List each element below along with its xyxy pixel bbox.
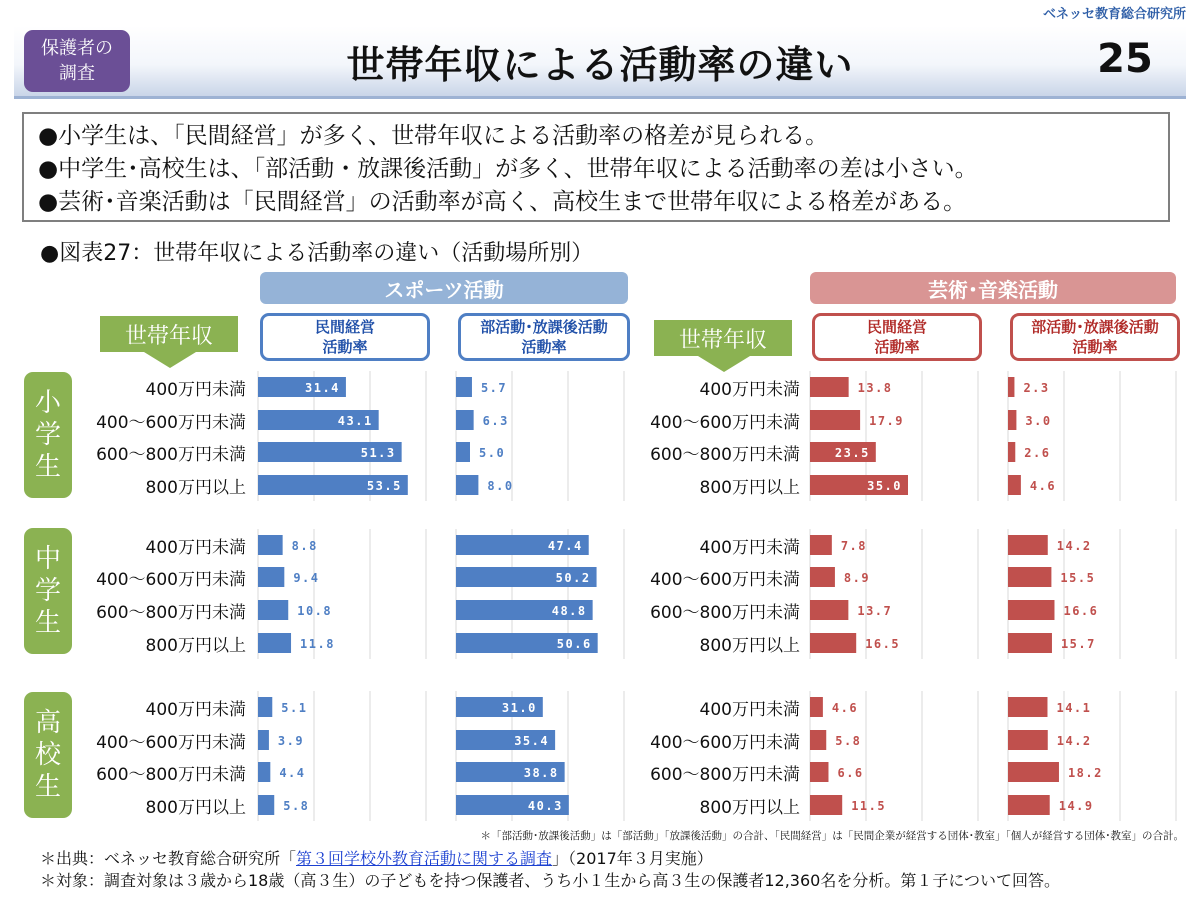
income-level-label: 400～600万円未満 <box>650 413 800 433</box>
data-label: 38.8 <box>523 766 559 780</box>
bar <box>456 410 474 430</box>
grade-char: 中 <box>34 544 61 574</box>
data-label: 11.5 <box>851 799 887 813</box>
data-label: 18.2 <box>1067 766 1103 780</box>
summary-line: ●小学生は、「民間経営」が多く、世帯年収による活動率の格差が見られる。 <box>38 123 829 149</box>
data-label: 5.7 <box>480 381 508 395</box>
summary-line: ●芸術･音楽活動は「民間経営」の活動率が高く、高校生まで世帯年収による格差がある。 <box>38 189 967 215</box>
bar <box>258 600 288 620</box>
page-title: 世帯年収による活動率の違い <box>346 43 854 87</box>
definition-note: ＊「部活動･放課後活動」は「部活動」「放課後活動」の合計、「民間経営」は「民間企業が経営する団体･教室」「個人が経営する団体･教室」の合計。 <box>480 830 1184 842</box>
bar <box>810 567 835 587</box>
bar <box>1008 633 1052 653</box>
source-note <box>40 846 713 869</box>
bar <box>1008 730 1048 750</box>
metric-sublabel: 活動率 <box>1072 338 1118 356</box>
data-label: 4.6 <box>1029 479 1057 493</box>
grade-char: 生 <box>34 452 61 482</box>
bar <box>1008 535 1048 555</box>
bar <box>258 795 274 815</box>
data-label: 15.5 <box>1060 571 1096 585</box>
source-suffix: 」（2017年３月実施） <box>552 849 713 868</box>
data-label: 31.0 <box>501 701 537 715</box>
bar <box>810 600 848 620</box>
bar <box>1008 567 1051 587</box>
data-label: 11.8 <box>300 637 335 651</box>
data-label: 47.4 <box>547 539 583 553</box>
arts-category-header: 芸術･音楽活動 <box>810 272 1176 304</box>
metric-sublabel: 活動率 <box>874 338 920 356</box>
bar <box>456 377 472 397</box>
data-label: 9.4 <box>293 571 320 585</box>
bar <box>810 535 832 555</box>
data-label: 50.6 <box>556 637 592 651</box>
metric-label: 民間経営 <box>314 318 375 336</box>
bar <box>258 697 272 717</box>
metric-sublabel: 活動率 <box>322 338 368 356</box>
data-label: 6.3 <box>482 414 509 428</box>
data-label: 35.4 <box>514 734 550 748</box>
income-level-label: 400～600万円未満 <box>650 570 800 590</box>
figure-caption: ●図表27：世帯年収による活動率の違い（活動場所別） <box>40 241 594 266</box>
data-label: 10.8 <box>297 604 333 618</box>
sports-category-header: スポーツ活動 <box>260 272 628 304</box>
data-label: 35.0 <box>867 479 902 493</box>
data-label: 15.7 <box>1060 637 1096 651</box>
data-label: 16.5 <box>865 637 901 651</box>
grade-char: 学 <box>34 576 61 606</box>
data-label: 51.3 <box>360 446 396 460</box>
data-label: 40.3 <box>527 799 563 813</box>
metric-sublabel: 活動率 <box>521 338 567 356</box>
bar <box>258 762 270 782</box>
income-header-label: 世帯年収 <box>654 320 792 356</box>
data-label: 14.9 <box>1058 799 1094 813</box>
data-label: 17.9 <box>869 414 905 428</box>
income-level-label: 800万円以上 <box>699 798 800 818</box>
income-level-label: 600～800万円未満 <box>96 765 246 785</box>
bar <box>810 795 842 815</box>
bar <box>1008 600 1054 620</box>
income-level-label: 400万円未満 <box>699 380 800 400</box>
data-label: 14.1 <box>1056 701 1092 715</box>
data-label: 2.6 <box>1024 446 1051 460</box>
bar <box>810 410 860 430</box>
data-label: 8.8 <box>291 539 318 553</box>
income-level-label: 400万円未満 <box>145 700 246 720</box>
data-label: 31.4 <box>305 381 340 395</box>
data-label: 4.4 <box>279 766 306 780</box>
grade-char: 生 <box>34 772 61 802</box>
bar <box>1008 762 1059 782</box>
data-label: 5.8 <box>835 734 862 748</box>
summary-line: ●中学生･高校生は、「部活動・放課後活動」が多く、世帯年収による活動率の差は小さい。 <box>38 156 978 182</box>
data-label: 23.5 <box>834 446 870 460</box>
grade-char: 生 <box>34 608 61 638</box>
data-label: 13.7 <box>857 604 893 618</box>
bar <box>1008 442 1015 462</box>
income-level-label: 800万円以上 <box>145 478 246 498</box>
bar <box>1008 475 1021 495</box>
income-header-label: 世帯年収 <box>100 316 238 352</box>
income-level-label: 400万円未満 <box>699 700 800 720</box>
metric-label: 部活動･放課後活動 <box>1031 318 1159 336</box>
metric-label: 部活動･放課後活動 <box>480 318 608 336</box>
data-label: 50.2 <box>555 571 591 585</box>
grade-char: 高 <box>34 708 61 738</box>
income-level-label: 400万円未満 <box>145 380 246 400</box>
bar <box>810 762 828 782</box>
income-level-label: 600～800万円未満 <box>650 765 800 785</box>
income-level-label: 600～800万円未満 <box>96 603 246 623</box>
data-label: 8.9 <box>843 571 871 585</box>
data-label: 6.6 <box>837 766 864 780</box>
data-label: 2.3 <box>1023 381 1050 395</box>
bar <box>456 442 470 462</box>
page-number: 25 <box>1097 36 1153 82</box>
metric-label: 民間経営 <box>866 318 927 336</box>
bar <box>810 697 823 717</box>
data-label: 43.1 <box>337 414 373 428</box>
income-level-label: 800万円以上 <box>145 636 246 656</box>
brand-name: ベネッセ教育総合研究所 <box>1042 7 1186 22</box>
bar <box>258 535 283 555</box>
target-note: ＊対象：調査対象は３歳から18歳（高３生）の子どもを持つ保護者、うち小１生から高３生の保護者12,360名を分析。第１子について回答。 <box>40 871 1061 890</box>
data-label: 5.0 <box>479 446 506 460</box>
income-level-label: 400万円未満 <box>699 538 800 558</box>
bar <box>1008 377 1014 397</box>
income-level-label: 800万円以上 <box>699 636 800 656</box>
data-label: 53.5 <box>366 479 402 493</box>
income-level-label: 400万円未満 <box>145 538 246 558</box>
bar <box>810 730 826 750</box>
income-level-label: 800万円以上 <box>145 798 246 818</box>
data-label: 48.8 <box>551 604 587 618</box>
data-label: 7.8 <box>840 539 868 553</box>
source-link[interactable]: 第３回学校外教育活動に関する調査 <box>296 849 553 868</box>
income-level-label: 800万円以上 <box>699 478 800 498</box>
income-level-label: 400～600万円未満 <box>96 733 246 753</box>
bar <box>1008 795 1050 815</box>
data-label: 4.6 <box>831 701 859 715</box>
income-level-label: 400～600万円未満 <box>96 413 246 433</box>
data-label: 14.2 <box>1056 734 1092 748</box>
data-label: 5.1 <box>281 701 308 715</box>
data-label: 16.6 <box>1063 604 1099 618</box>
bar <box>1008 697 1047 717</box>
data-label: 3.0 <box>1025 414 1052 428</box>
income-level-label: 600～800万円未満 <box>650 445 800 465</box>
income-level-label: 400～600万円未満 <box>96 570 246 590</box>
data-label: 5.8 <box>283 799 310 813</box>
income-level-label: 600～800万円未満 <box>650 603 800 623</box>
grade-char: 校 <box>34 740 61 770</box>
data-label: 8.0 <box>487 479 514 493</box>
data-label: 14.2 <box>1056 539 1092 553</box>
data-label: 13.8 <box>857 381 893 395</box>
bar <box>258 730 269 750</box>
bar <box>456 475 478 495</box>
bar <box>258 567 284 587</box>
survey-badge: 保護者の調査 <box>24 30 130 92</box>
data-label: 3.9 <box>277 734 305 748</box>
source-prefix: ＊出典：ベネッセ教育総合研究所「 <box>40 849 297 868</box>
bar <box>810 633 856 653</box>
grade-char: 小 <box>34 388 61 418</box>
income-level-label: 600～800万円未満 <box>96 445 246 465</box>
income-level-label: 400～600万円未満 <box>650 733 800 753</box>
bar <box>810 377 849 397</box>
grade-char: 学 <box>34 420 61 450</box>
bar <box>258 633 291 653</box>
bar <box>1008 410 1016 430</box>
